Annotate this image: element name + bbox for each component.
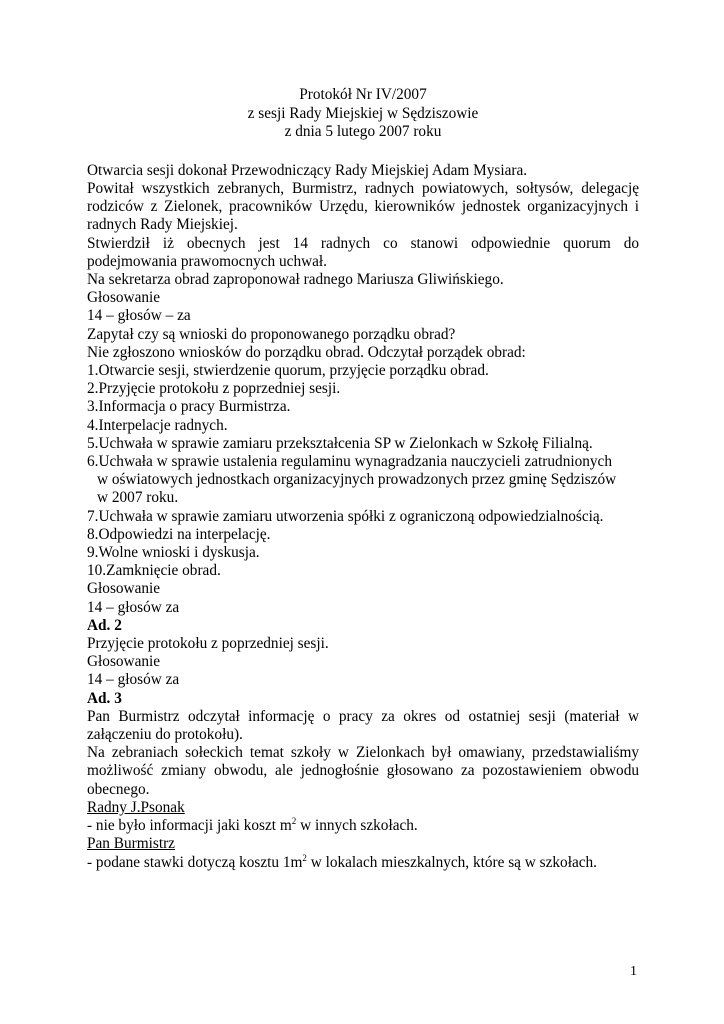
paragraph: Powitał wszystkich zebranych, Burmistrz, radnych powiatowych, sołtysów, delegację rodziców z Zielonek, pracowników Urzędu, kierowników jednostek organizacyjnych i radnych Rady Miejskiej. [87,179,639,234]
statement-text: w lokalach mieszkalnych, które są w szkołach. [306,853,597,871]
agenda-item: 8.Odpowiedzi na interpelację. [87,525,271,543]
paragraph: Otwarcia sesji dokonał Przewodniczący Rady Miejskiej Adam Mysiara. [87,161,528,179]
agenda-item: 7.Uchwała w sprawie zamiaru utworzenia spółki z ograniczoną odpowiedzialnością. [87,507,604,525]
speaker-name: Radny J.Psonak [87,798,185,816]
agenda-item: 5.Uchwała w sprawie zamiaru przekształcenia SP w Zielonkach w Szkołę Filialną. [87,434,593,452]
title-line: Protokół Nr IV/2007 [299,86,427,103]
agenda-item: 9.Wolne wnioski i dyskusja. [87,544,260,562]
paragraph: Pan Burmistrz odczytał informację o pracy za okres od ostatniej sesji (materiał w załączeniu do protokołu). [87,707,639,744]
superscript: 2 [302,852,307,863]
paragraph: Nie zgłoszono wniosków do porządku obrad. Odczytał porządek obrad: [87,343,526,361]
page-number: 1 [630,964,637,979]
agenda-item-continuation: w 2007 roku. [97,489,179,507]
superscript: 2 [291,816,297,827]
section-heading: Ad. 3 [87,689,122,707]
speaker-statement [87,817,639,835]
section-heading: Ad. 2 [87,616,122,634]
agenda-item: 10.Zamknięcie obrad. [87,562,221,580]
statement-text: - nie było informacji jaki koszt m [87,817,292,835]
document-page [87,86,639,872]
agenda-item: 6.Uchwała w sprawie ustalenia regulaminu wynagradzania nauczycieli zatrudnionych [87,453,612,471]
vote-result: 14 – głosów za [87,671,180,689]
agenda-list [87,362,639,580]
statement-text: w innych szkołach. [296,817,418,835]
speaker-name: Pan Burmistrz [87,835,175,853]
speaker-statement [87,854,639,872]
paragraph: Na sekretarza obrad zaproponował radnego Mariusza Gliwińskiego. [87,271,504,288]
vote-label: Głosowanie [87,580,161,598]
vote-result: 14 – głosów – za [87,307,191,325]
document-header [87,86,639,142]
paragraph: Zapytał czy są wnioski do proponowanego porządku obrad? [87,325,456,343]
vote-result: 14 – głosów za [87,598,180,616]
vote-label: Głosowanie [87,289,161,307]
agenda-item: 3.Informacja o pracy Burmistrza. [87,398,291,416]
date-line: z dnia 5 lutego 2007 roku [284,123,442,141]
agenda-item: 2.Przyjęcie protokołu z poprzedniej sesji. [87,380,341,398]
statement-text: - podane stawki dotyczą kosztu 1m [87,853,303,871]
paragraph: Na zebraniach sołeckich temat szkoły w Zielonkach był omawiany, przedstawialiśmy możliwość zmiany obwodu, ale jednogłośnie głosowano za pozostawieniem obwodu obecnego. [87,744,639,798]
agenda-item: 1.Otwarcie sesji, stwierdzenie quorum, przyjęcie porządku obrad. [87,362,489,380]
subtitle-line: z sesji Rady Miejskiej w Sędziszowie [247,104,479,122]
agenda-item-continuation: w oświatowych jednostkach organizacyjnych prowadzonych przez gminę Sędziszów [97,471,617,489]
agenda-item: 4.Interpelacje radnych. [87,416,228,434]
paragraph: Stwierdził iż obecnych jest 14 radnych co stanowi odpowiednie quorum do podejmowania prawomocnych uchwał. [87,234,639,270]
vote-label: Głosowanie [87,653,161,671]
paragraph: Przyjęcie protokołu z poprzedniej sesji. [87,635,329,653]
